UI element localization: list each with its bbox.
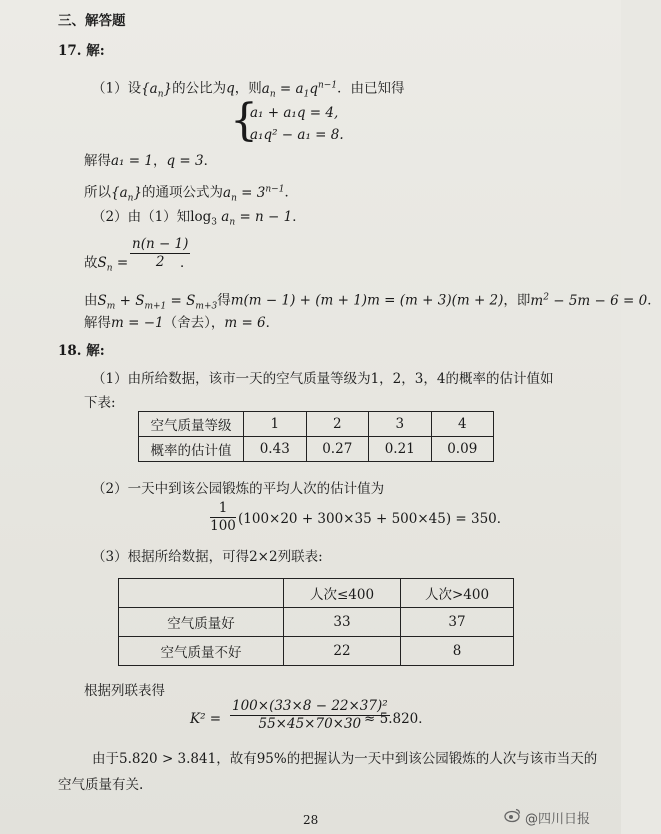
table-cell: 2 [306,412,369,437]
q17-p1-intro: （1）设$\{a_n\}$的公比为q，则$a_n = a_1q^{n-1}$．由已知得 [92,80,405,100]
table-cell: 0.43 [244,437,307,462]
table-cell: 4 [431,412,494,437]
table-cell [119,579,284,608]
table-cell: 0.21 [369,437,432,462]
table-cell: 33 [284,608,401,637]
table-cell: 3 [369,412,432,437]
q18-p3-text: （3）根据所给数据，可得2×2列联表: [92,549,323,565]
table-cell: 1 [244,412,307,437]
table-cell: 人次≤400 [284,579,401,608]
q18-k-intro: 根据列联表得 [84,683,165,699]
contingency-table [118,578,514,666]
q18-label: 18. 解: [58,343,105,359]
table-cell: 37 [401,608,514,637]
table-cell: 空气质量不好 [119,637,284,666]
table-cell: 22 [284,637,401,666]
q17-formula: 所以$\{a_n\}$的通项公式为$a_n = 3^{n-1}$． [84,184,298,204]
q17-label: 17. 解: [58,43,105,59]
section-title: 三、解答题 [58,13,126,29]
table-row [119,608,514,637]
system-brace: { [230,95,258,146]
table-cell: 空气质量等级 [139,412,244,437]
k-squared-fraction: $\frac{\text{100×(33×8 − 22×37)²}}{55\times 45\times 70\times 30}$ [232,698,388,732]
q17-p2: （2）由（1）知$\log_3 a_n = n - 1$． [92,209,306,228]
system-line-1: a₁ + a₁q = 4, [250,105,339,121]
table-cell: 8 [401,637,514,666]
q17-result1: 解得a₁ = 1，q = 3． [84,153,218,169]
table-cell: 概率的估计值 [139,437,244,462]
probability-table [138,411,494,462]
q18-p2-text: （2）一天中到该公园锻炼的平均人次的估计值为 [92,481,385,497]
weibo-icon [504,808,521,822]
table-cell: 人次>400 [401,579,514,608]
q18-p2-fraction: $\frac{1}{100}$ [210,500,236,534]
table-row [119,637,514,666]
q17-sum-end: ． [180,255,194,271]
q17-sum-fraction: $\frac{n(n - 1)}{2}$ [132,236,189,270]
table-row [139,412,494,437]
q18-p1-line2: 下表: [84,395,116,411]
table-row [119,579,514,608]
table-cell: 0.09 [431,437,494,462]
table-cell: 0.27 [306,437,369,462]
k-squared-label: K² = [190,711,222,727]
q18-conclusion-line1: 由于5.820 > 3.841，故有95%的把握认为一天中到该公园锻炼的人次与该市当天的 [92,751,598,767]
q17-final: 解得m = −1（舍去），m = 6． [84,315,280,331]
q18-conclusion-line2: 空气质量有关. [58,777,144,793]
table-row [139,437,494,462]
q17-sum-label: 故$S_n$ = [84,255,129,274]
system-line-2: a₁q² − a₁ = 8. [250,127,344,143]
q18-p2-expression: (100×20 + 300×35 + 500×45) = 350． [238,511,511,527]
page-number: 28 [303,813,319,827]
watermark: @四川日报 [525,812,591,827]
q18-p1-line1: （1）由所给数据，该市一天的空气质量等级为1，2，3，4的概率的估计值如 [92,371,554,387]
k-squared-result: ≈ 5.820． [364,711,432,727]
q17-equation: 由$S_m + S_{m+1} = S_{m+3}$得m(m − 1) + (m + 1)m = (m + 3)(m + 2)，即$m^2 - 5m - 6 = 0$． [84,292,661,312]
table-cell: 空气质量好 [119,608,284,637]
